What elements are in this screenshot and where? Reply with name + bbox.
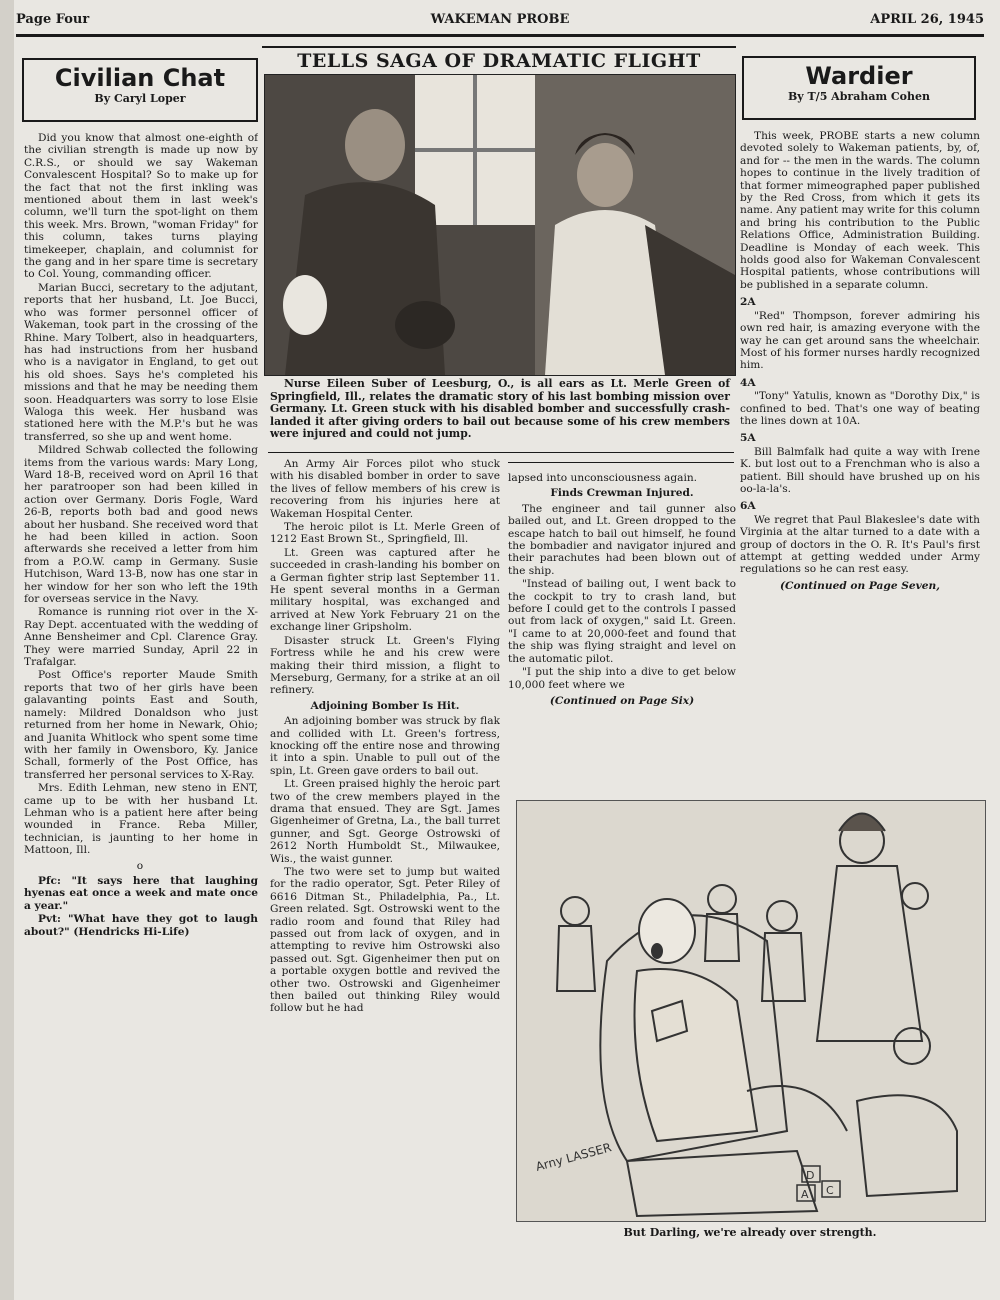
wardier-byline: By T/5 Abraham Cohen	[787, 90, 931, 103]
caption-rule	[268, 452, 734, 453]
article-paragraph: Did you know that almost one-eighth of the civilian strength is made up now by C.R.S., or should we say Wakeman Convalescent Hospital? So to make up for the fact that not the first inkling was mentioned about them in last week's column, we'll turn the spot-light on them this week. Mrs. Brown, "woman Friday" for this column, takes turns playing timekeeper, chaplain, and columnist for the gang and in her spare time is secretary to Col. Young, commanding officer.	[24, 132, 258, 281]
article-paragraph: lapsed into unconsciousness again.	[508, 472, 698, 484]
article-paragraph: Post Office's reporter Maude Smith reports that two of her girls have been galavanting points East and South, namely: Mildred Donaldson who just returned from her home in Newark, Ohio; and Juanita Whitlock who spent some time with her family in Owensboro, Ky. Janice Schall, formerly of the Post Office, has transferred her personal services to X-Ray.	[24, 669, 258, 781]
article-paragraph: The heroic pilot is Lt. Merle Green of 1212 East Brown St., Springfield, Ill.	[270, 521, 500, 546]
ward-label: 6A	[740, 500, 756, 513]
feature-column-b	[508, 472, 736, 792]
joke-line: Pfc: "It says here that laughing hyenas eat once a week and mate once a year."	[24, 874, 258, 912]
ward-item: "Tony" Yatulis, known as "Dorothy Dix," is confined to bed. That's one way of beating the lines down at 10A.	[740, 390, 980, 427]
ward-item: We regret that Paul Blakeslee's date with Virginia at the altar turned to a date with a group of doctors in the O. R. It's Paul's first attempt at getting wedded under Army regulations so he can rest easy.	[740, 513, 980, 576]
feature-column-a	[270, 458, 500, 1233]
article-paragraph: "I put the ship into a dive to get below 10,000 feet where we	[508, 666, 736, 691]
paper-name: WAKEMAN PROBE	[430, 12, 570, 27]
cartoon-caption: But Darling, we're already over strength.	[623, 1226, 877, 1239]
civilian-chat-byline: By Caryl Loper	[94, 92, 186, 105]
civilian-chat-column	[24, 132, 258, 1222]
separator: o	[136, 859, 146, 872]
article-paragraph: The engineer and tail gunner also bailed out, and Lt. Green dropped to the escape hatch to bail out himself, he found the bombadier and navigator injured and their parachutes had been blown out of the ship.	[508, 502, 736, 577]
article-paragraph: This week, PROBE starts a new column devoted solely to Wakeman patients, by, of, and for -- the men in the wards. The column hopes to continue in the lively tradition of that former mimeographed paper published by the Red Cross, from which it gets its name. Any patient may write for this column and bring his contribution to the Public Relations Office, Administration Building. Deadline is Monday of each week. This holds good also for Wakeman Convalescent Hospital patients, whose contributions will be published in a separate column.	[740, 130, 980, 291]
headline-rule	[262, 46, 736, 48]
article-paragraph: Disaster struck Lt. Green's Flying Fortress while he and his crew were making their third mission, a flight to Merseburg, Germany, for a strike at an oil refinery.	[270, 634, 500, 697]
wardier-column	[740, 130, 980, 790]
ward-label: 5A	[740, 432, 756, 445]
article-paragraph: Mrs. Edith Lehman, new steno in ENT, came up to be with her husband Lt. Lehman who is a patient here after being wounded in France. Reba Miller, technician, is jaunting to her home in Mattoon, Ill.	[24, 782, 258, 857]
photo-illustration	[265, 75, 735, 375]
article-paragraph: Romance is running riot over in the X-Ray Dept. accentuated with the wedding of Anne Bensheimer and Cpl. Clarence Gray. They were married Sunday, April 22 in Trafalgar.	[24, 606, 258, 669]
cartoon	[516, 800, 986, 1222]
article-paragraph: Lt. Green praised highly the heroic part two of the crew members played in the drama that ensued. They are Sgt. James Gigenheimer of Gretna, La., the ball turret gunner, and Sgt. George Ostrowski of 2612 North Humboldt St., Milwaukee, Wis., the waist gunner.	[270, 778, 500, 865]
article-paragraph: An adjoining bomber was struck by flak and collided with Lt. Green's fortress, knocking off the entire nose and throwing it into a spin. Unable to pull out of the spin, Lt. Green gave orders to bail out.	[270, 715, 500, 777]
ward-item: "Red" Thompson, forever admiring his own red hair, is amazing everyone with the way he can get around sans the wheelchair. Most of his former nurses hardly recognized him.	[740, 309, 980, 372]
wardier-header	[742, 56, 976, 120]
civilian-chat-title: Civilian Chat	[54, 64, 226, 92]
continued-note: (Continued on Page Six)	[549, 694, 695, 707]
subheading: Adjoining Bomber Is Hit.	[310, 699, 460, 712]
article-paragraph: "Instead of bailing out, I went back to the cockpit to try to crash land, but before I could get to the controls I passed out from lack of oxygen," said Lt. Green. "I came to at 20,000-feet and found that the ship was flying straight and level on the automatic pilot.	[508, 578, 736, 665]
page-number: Page Four	[16, 12, 90, 27]
feature-headline: TELLS SAGA OF DRAMATIC FLIGHT	[297, 50, 701, 72]
feature-photo	[264, 74, 736, 376]
ward-label: 4A	[740, 376, 756, 389]
block-letter: C	[826, 1184, 834, 1197]
block-letter: A	[801, 1188, 809, 1201]
article-paragraph: The two were set to jump but waited for the radio operator, Sgt. Peter Riley of 6616 Ditman St., Philadelphia, Pa., Lt. Green related. Sgt. Ostrowski went to the radio room and found that Riley had passed out from lack of oxygen, and in attempting to revive him Ostrowski also passed out. Sgt. Gigenheimer then put on a portable oxygen bottle and revived the other two. Ostrowski and Gigenheimer then bailed out thinking Riley would follow but he had	[270, 866, 500, 1015]
photo-caption: Nurse Eileen Suber of Leesburg, O., is all ears as Lt. Merle Green of Springfield, Ill., relates the dramatic story of his last bombing mission over Germany. Lt. Green stuck with his disabled bomber and successfully crash-landed it after giving orders to bail out because some of his crew members were injured and could not jump.	[270, 377, 730, 441]
masthead	[16, 8, 984, 37]
article-paragraph: Marian Bucci, secretary to the adjutant, reports that her husband, Lt. Joe Bucci, who was former personnel officer of Wakeman, took part in the crossing of the Rhine. Mary Tolbert, also in headquarters, has had instructions from her husband who is a navigator in England, to get out his old shoes. Says he's completed his missions and that he may be needing them soon. Headquarters was sorry to lose Elsie Waloga this week. Her husband was stationed here with the M.P.'s but he was transferred, so she up and went home.	[24, 281, 258, 443]
wardier-title: Wardier	[805, 62, 913, 90]
subheading: Finds Crewman Injured.	[550, 487, 694, 500]
article-paragraph: An Army Air Forces pilot who stuck with his disabled bomber in order to save the lives of fellow members of his crew is recovering from his injuries here at Wakeman Hospital Center.	[270, 458, 500, 520]
joke-line: Pvt: "What have they got to laugh about?" (Hendricks Hi-Life)	[24, 913, 258, 938]
article-paragraph: Mildred Schwab collected the following items from the various wards: Mary Long, Ward 18-B, received word on April 16 that her paratrooper son had been killed in action over Germany. Doris Fogle, Ward 26-B, reports both bad and good news about her husband. She received word that he had been killed in action. Soon afterwards she received a letter from him from a P.O.W. camp in Germany. Susie Hutchison, Ward 13-B, now has one star in her window for her son who left the 19th for overseas service in the Navy.	[24, 444, 258, 606]
ward-item: Bill Balmfalk had quite a way with Irene K. but lost out to a Frenchman who is also a patient. Bill should have brushed up on his oo-la-la's.	[740, 445, 980, 495]
issue-date: APRIL 26, 1945	[870, 12, 984, 27]
column-rule	[508, 462, 734, 463]
cartoon-signature: Arny LASSER	[534, 1140, 613, 1174]
cartoon-drawing	[517, 801, 985, 1221]
ward-label: 2A	[740, 296, 756, 309]
article-paragraph: Lt. Green was captured after he succeeded in crash-landing his bomber on a German fighter strip last September 11. He spent several months in a German military hospital, was exchanged and arrived at New York February 21 on the exchange liner Gripsholm.	[270, 546, 500, 634]
block-letter: D	[806, 1169, 815, 1182]
continued-note: (Continued on Page Seven,	[780, 579, 940, 592]
civilian-chat-header	[22, 58, 258, 122]
page-edge	[0, 0, 14, 1300]
